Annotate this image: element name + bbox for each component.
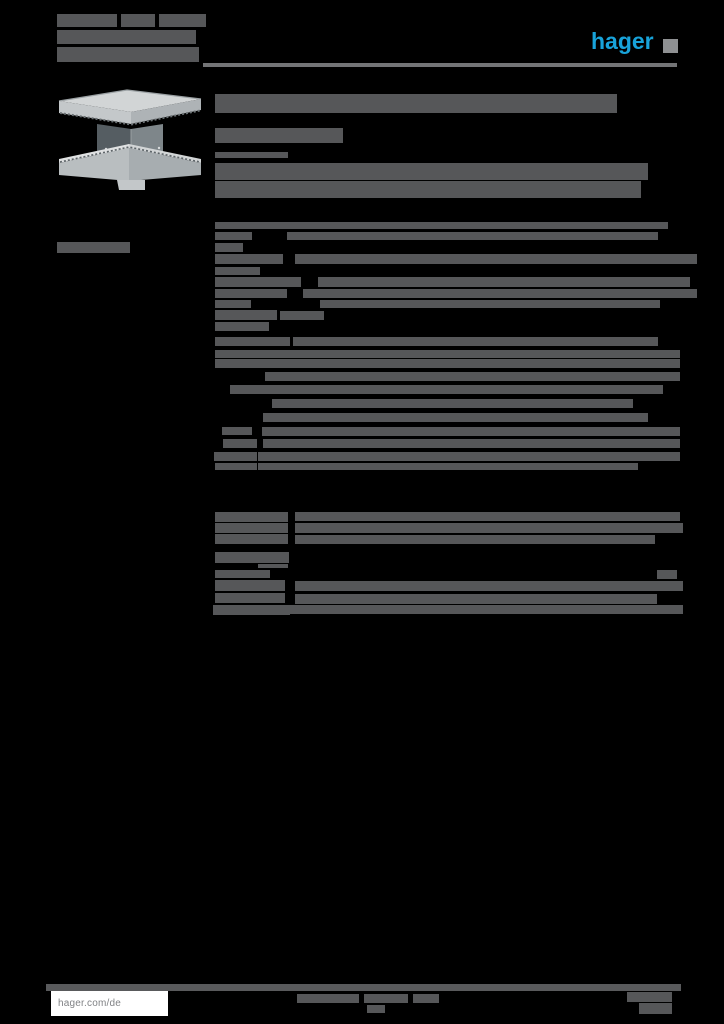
redacted-text-bar (215, 181, 641, 198)
redacted-text-bar (295, 254, 697, 264)
redacted-text-bar (265, 372, 680, 381)
redacted-text-bar (215, 463, 257, 470)
redacted-text-bar (364, 994, 408, 1003)
title-redacted (215, 94, 617, 113)
footer-website-text: hager.com/de (58, 998, 121, 1009)
redacted-text-bar (215, 267, 260, 275)
redacted-text-bar (297, 994, 359, 1003)
redacted-text-bar (230, 385, 663, 394)
redacted-text-bar (213, 605, 290, 615)
redacted-text-bar (258, 463, 638, 470)
redacted-text-bar (627, 992, 672, 1002)
redacted-text-bar (639, 1003, 672, 1014)
redacted-text-bar (223, 439, 257, 448)
redacted-text-bar (215, 523, 288, 533)
redacted-text-bar (280, 311, 324, 320)
redacted-text-bar (295, 535, 655, 544)
redacted-text-bar (303, 289, 697, 298)
redacted-text-bar (367, 1005, 385, 1013)
redacted-text-bar (263, 439, 680, 448)
redacted-text-bar (263, 413, 648, 422)
redacted-text-bar (215, 152, 288, 158)
redacted-text-bar (215, 580, 285, 591)
logo-gray-accent (663, 39, 678, 53)
footer-rule (46, 984, 681, 991)
hager-logo (591, 28, 666, 54)
redacted-text-bar (215, 163, 648, 180)
left-section-label-redacted (57, 242, 130, 253)
section-header-redacted (215, 552, 289, 563)
footer-website-link[interactable] (51, 991, 168, 1016)
redacted-text-bar (215, 277, 301, 287)
redacted-text-bar (295, 581, 683, 591)
redacted-text-bar (318, 277, 690, 287)
bottom-foot-tab (117, 180, 145, 190)
redacted-text-bar (215, 322, 269, 331)
redacted-text-bar (222, 427, 252, 435)
redacted-text-bar (293, 337, 658, 346)
redacted-text-bar (215, 254, 283, 264)
redacted-text-bar (295, 512, 680, 521)
redacted-text-bar (215, 359, 680, 368)
subtitle-redacted (215, 128, 343, 143)
redacted-text-bar (57, 14, 117, 27)
redacted-text-bar (121, 14, 155, 27)
redacted-text-bar (215, 289, 287, 298)
redacted-text-bar (215, 337, 290, 346)
redacted-text-bar (159, 14, 206, 27)
redacted-text-bar (295, 523, 683, 533)
redacted-text-bar (413, 994, 439, 1003)
redacted-text-bar (215, 222, 668, 229)
redacted-text-bar (215, 534, 288, 544)
redacted-text-bar (215, 512, 288, 522)
redacted-text-bar (57, 47, 199, 62)
redacted-text-bar (215, 232, 252, 240)
redacted-text-bar (262, 427, 680, 436)
hager-logo-text: hager (591, 28, 654, 54)
redacted-text-bar (57, 30, 196, 44)
redacted-text-bar (287, 605, 683, 614)
redacted-text-bar (215, 300, 251, 308)
redacted-text-bar (215, 593, 285, 603)
redacted-text-bar (215, 310, 277, 320)
redacted-text-bar (215, 570, 270, 578)
redacted-text-bar (258, 452, 680, 461)
redacted-text-bar (272, 399, 633, 408)
redacted-text-bar (214, 452, 257, 461)
header-rule (203, 63, 677, 67)
redacted-text-bar (287, 232, 658, 240)
redacted-text-bar (295, 594, 657, 604)
redacted-text-bar (657, 570, 677, 579)
redacted-text-bar (320, 300, 660, 308)
redacted-text-bar (258, 564, 288, 568)
product-image (57, 85, 203, 195)
redacted-text-bar (215, 350, 680, 358)
redacted-text-bar (215, 243, 243, 252)
